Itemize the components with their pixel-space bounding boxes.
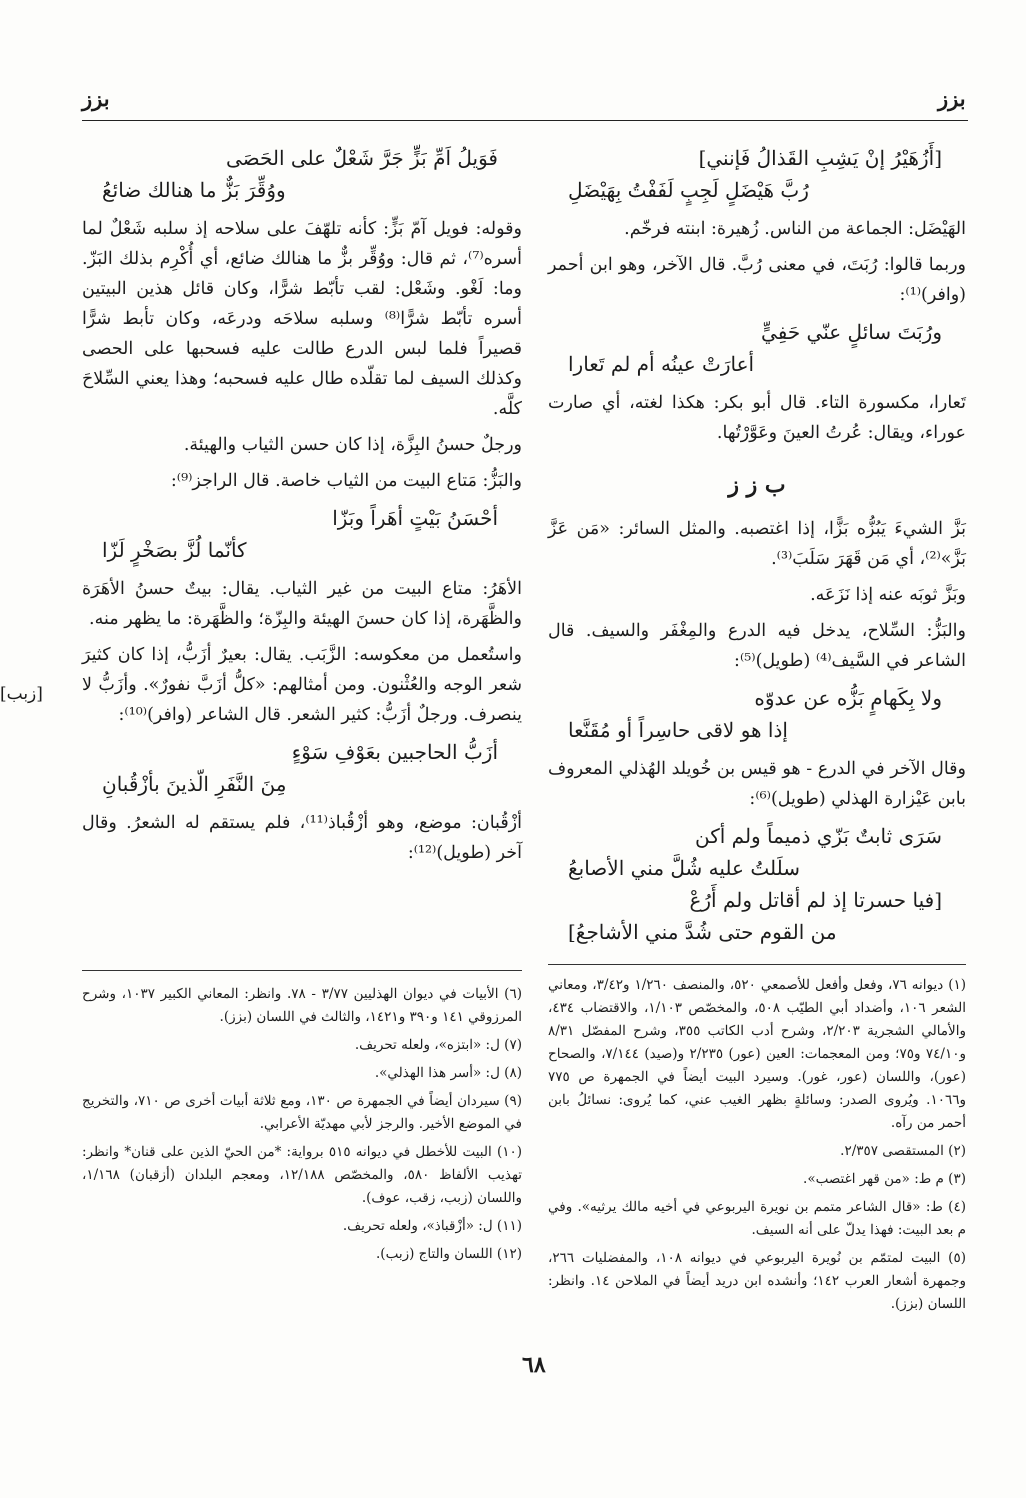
running-header-left: بزز [82,86,110,111]
verse-line: [فيا حسرتا إذ لم أقاتل ولم أَرُعْ [689,888,942,912]
verse-line: كأنّما لُزَّ بصَخْرٍ لَزّا [102,538,247,562]
verse-line: أزَبُّ الحاجبين بعَوْفِ سَوْءٍ [291,740,498,764]
paragraph: الهَيْضَل: الجماعة من الناس. زُهيرة: ابنته فرخّم. [624,219,966,239]
verse-line: سَرَى ثابتٌ بَزّي ذميماً ولم أكن [694,824,942,848]
section-title: ب ز ز [728,472,786,498]
verse-line: أحْسَنُ بَيْتٍ أهَراً وبَزّا [332,506,498,530]
paragraph: وبَزَّ ثوبَه عنه إذا نَزَعَه. [810,585,966,605]
footnote: (٦) الأبيات في ديوان الهذليين ٣/٧٧ - ٧٨. وانظر: المعاني الكبير ١٠٣٧، وشرح المرزوقي ١٤١ و٣٩٠ و١٤٢١، والثالث في اللسان (بزز). [82,986,522,1025]
paragraph: والبَزُّ: السِّلاح، يدخل فيه الدرع والمِغْفَر والسيف. قال الشاعر في السَّيف⁽⁴⁾ (طويل)⁽⁵⁾: [548,621,966,671]
verse-block [548,316,966,380]
verse-block [82,736,522,800]
verse-block [548,682,966,746]
footnote: (٧) ل: «ابتزه»، ولعله تحريف. [354,1037,522,1053]
footnote: (٥) البيت لمتمّم بن نُويرة اليربوعي في ديوانه ١٠٨، والمفضليات ٢٦٦، وجمهرة أشعار العرب ١٤٢؛ وأنشده ابن دريد أيضاً في الملاحن ١٤. وانظر: اللسان (بزز). [548,1250,967,1312]
verse-block [548,142,966,206]
verse-line: فَوَيلُ اَمِّ بَزٍّ جَرَّ شَعْلٌ على الحَصَى [225,146,498,170]
paragraph: وربما قالوا: رُبَتَ، في معنى رُبَّ. قال الآخر، وهو ابن أحمر (وافر)⁽¹⁾: [548,255,966,305]
verse-line: ورُبَتَ سائلٍ عنّي حَفِيٍّ [761,320,942,344]
paragraph: وقوله: فويل آمّ بَزٍّ: كأنه تلهّفَ على سلاحه إذ سلبه شَعْلٌ لما أسره⁽⁷⁾، ثم قال: ووُقِّر بزٌّ ما هنالك ضائع، أي أُكْرِم بذلك البَزّ. وما: لَغْو. وشَعْل: لقب تأبّط شرًّا، وكان قائل هذين البيتين أسره تأبّط شرًّا⁽⁸⁾ وسلبه سلاحَه ودرعَه، وكان تأبط شرًّا قصيراً فلما لبس الدرع طالت عليه فسحبها على الحصى وكذلك السيف لما تقلّده طال عليه فسحبه؛ وهذا يعني السِّلاحَ كلَّه. [82,219,522,419]
paragraph: وقال الآخر في الدرع - هو قيس بن خُويلد الهُذلي المعروف بابن عَيْزارة الهذلي (طويل)⁽⁶⁾: [548,759,966,809]
paragraph: واستُعمل من معكوسه: الزَّبَب. يقال: بعيرٌ أزَبُّ، إذا كان كثيرَ شعر الوجه والعُثْنون. ومن أمثالهم: «كلُّ أزَبَّ نفورٌ». وأزَبُّ لا ينصرف. ورجلٌ أزَبُّ: كثير الشعر. قال الشاعر (وافر)⁽¹⁰⁾: [82,645,522,725]
verse-line: من القوم حتى شُدَّ مني الأشاجعُ] [568,920,837,944]
header-rule [82,120,968,121]
footnote: (١١) ل: «أزْقباذ»، ولعله تحريف. [342,1218,522,1234]
footnotes-right [548,974,966,1321]
footnote: (٢) المستقصى ٢/٣٥٧. [840,1143,966,1159]
paragraph: ورجلٌ حسنُ البِزَّة، إذا كان حسن الثياب والهيئة. [183,435,522,455]
margin-root-tag: [زبب] [0,684,43,704]
right-column [548,138,966,956]
verse-line: ولا بِكَهامٍ بَزُّه عن عدوّه [754,686,942,710]
footnote-rule-left [82,970,522,971]
paragraph: تَعارا، مكسورة التاء. قال أبو بكر: هكذا لغته، أي صارت عوراء، ويقال: عُرتُ العينَ وعَوَّرْتُها. [548,393,966,443]
paragraph: أزْقُبان: موضع، وهو أزْقُباذ⁽¹¹⁾، فلم يستقم له الشعرُ. وقال آخر (طويل)⁽¹²⁾: [82,813,522,863]
footnote: (٩) سيردان أيضاً في الجمهرة ص ١٣٠، ومع ثلاثة أبيات أخرى ص ٧١٠، والتخريج في الموضع الأخير. والرجز لأبي مهديّة الأعرابي. [82,1093,522,1132]
page-number: ٦٨ [522,1352,546,1378]
verse-block [548,820,966,948]
footnote: (٣) م ط: «من قهر اغتصب». [803,1171,966,1187]
paragraph: والبَزُّ: مَتاع البيت من الثياب خاصة. قال الراجز⁽⁹⁾: [170,471,522,491]
verse-line: أعارَتْ عينُه أم لم تَعارا [568,352,755,376]
footnote: (١٢) اللسان والتاج (زبب). [376,1246,522,1262]
verse-line: سلَلتُ عليه شُلَّ مني الأصابعُ [568,856,800,880]
left-column [82,138,522,874]
footnote: (٨) ل: «أسر هذا الهذلي». [374,1065,522,1081]
verse-block [82,142,522,206]
verse-line: رُبَّ هَيْضَلٍ لَجِبٍ لَفَفْتُ بِهَيْضَلِ [568,178,809,202]
verse-line: إذا هو لاقى حاسِراً أو مُقَنَّعا [568,718,788,742]
footnote-rule-right [548,964,966,965]
verse-line: ووُقِّرَ بَزٌّ ما هنالك ضائعُ [102,178,286,202]
verse-block [82,502,522,566]
verse-line: [أَزُهَيْرُ إنْ يَشِبِ القَذالُ فَإنني] [698,146,942,170]
footnote: (١) ديوانه ٧٦، وفعل وأفعل للأصمعي ٥٢٠، والمنصف ١/٢٦٠ و٣/٤٢، ومعاني الشعر ١٠٦، وأضداد أبي الطيّب ٥٠٨، والمخصّص ١/١٠٣، والاقتضاب ٤٣٤، والأمالي الشجرية ٢/٢٠٣، وشرح أدب الكاتب ٣٥٥، وشرح المفصّل ٨/٣١ و٧٤/١٠ و٧٥؛ ومن المعجمات: العين (عور) ٢/٢٣٥ و(صيد) ٧/١٤٤، والصحاح (عور)، واللسان (عور، غور). وسيرد البيت أيضاً في الجمهرة ص ٧٧٥ و١٠٦٦. ويُروى الصدر: وسائلةٍ بظهر الغيب عني، كما يُروى: نسائلُ بابن أحمر من رآه. [548,977,967,1131]
footnote: (٤) ط: «قال الشاعر متمم بن نويرة اليربوعي في أخيه مالك يرثيه». وفي م بعد البيت: فهذا يدلّ على أنه السيف. [548,1199,966,1238]
paragraph: بَزَّ الشيءَ يَبُزُّه بَزًّا، إذا اغتصبه. والمثل السائر: «مَن عَزَّ بَزَّ»⁽²⁾، أي مَن قَهَرَ سَلَبَ⁽³⁾. [548,519,966,569]
footnotes-left [82,983,522,1271]
running-header-right: بزز [938,86,966,111]
paragraph: الأهَرُ: متاع البيت من غير الثياب. يقال: بيتٌ حسنُ الأهَرَة والظَّهَرة، إذا كان حسنَ الهيئة والبِزّة؛ والظَّهَرة: ما يظهر منه. [82,579,522,629]
verse-line: مِنَ النَّفَرِ الّذينَ بأزْقُبانِ [102,772,287,796]
footnote: (١٠) البيت للأخطل في ديوانه ٥١٥ برواية: *من الحيّ الذين على قنان* وانظر: تهذيب الألفاظ ٥٨٠، والمخصّص ١٢/١٨٨، ومعجم البلدان (أزقبان) ١/١٦٨، واللسان (زبب، زقب، عوف). [82,1144,523,1206]
